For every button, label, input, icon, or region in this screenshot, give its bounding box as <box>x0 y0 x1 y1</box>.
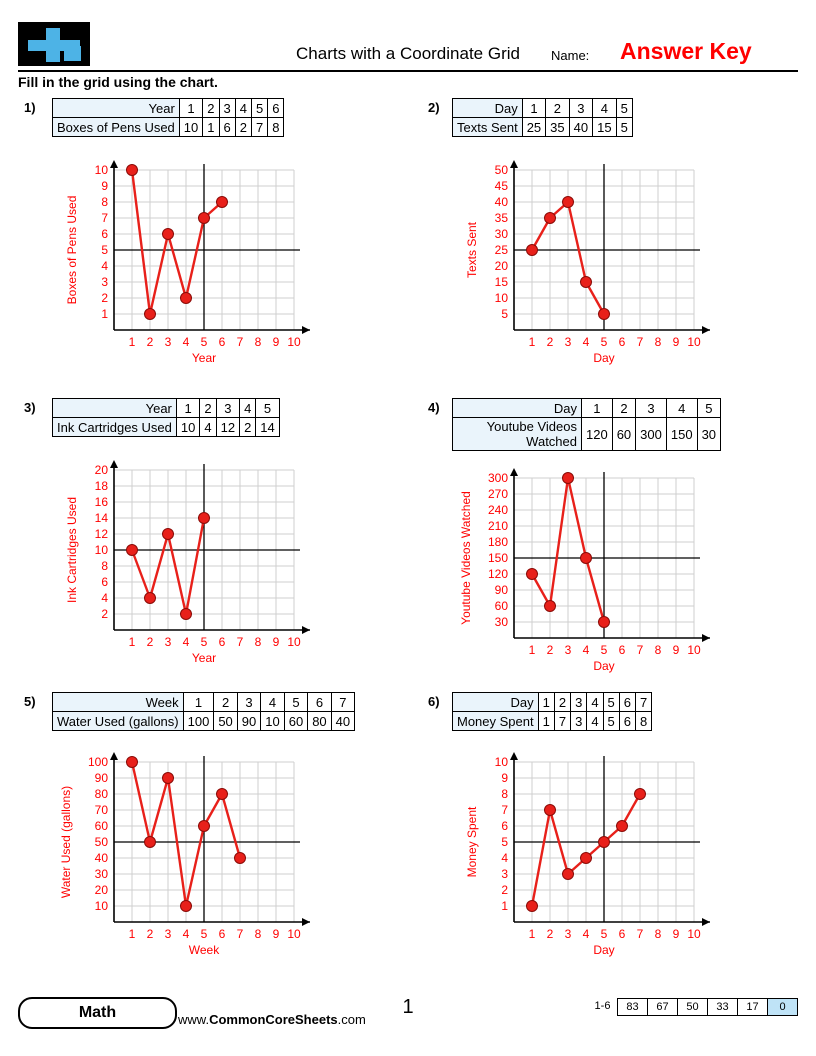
cell: 300 <box>636 418 667 451</box>
row-label: Boxes of Pens Used <box>53 118 180 137</box>
graph-4 <box>452 460 722 690</box>
graph-3 <box>52 452 322 682</box>
svg-text:5: 5 <box>501 835 508 849</box>
svg-text:300: 300 <box>487 471 508 485</box>
cell: 8 <box>636 712 652 731</box>
svg-text:10: 10 <box>687 927 701 941</box>
cell: 4 <box>240 399 256 418</box>
cell: 4 <box>593 99 616 118</box>
svg-text:8: 8 <box>254 927 262 941</box>
page-number: 1 <box>402 996 414 1018</box>
svg-text:5: 5 <box>200 927 208 941</box>
cell: 6 <box>308 693 331 712</box>
svg-text:6: 6 <box>618 335 626 349</box>
svg-text:4: 4 <box>582 643 590 657</box>
score-range: 1-6 <box>594 1000 611 1012</box>
row-label: Day <box>453 399 582 418</box>
data-table-5 <box>52 692 355 731</box>
cell: 4 <box>235 99 251 118</box>
svg-text:1: 1 <box>501 899 508 913</box>
cell: 10 <box>176 418 199 437</box>
cell: 40 <box>331 712 354 731</box>
svg-text:210: 210 <box>487 519 508 533</box>
svg-text:9: 9 <box>101 179 108 193</box>
svg-text:7: 7 <box>236 927 244 941</box>
svg-text:6: 6 <box>218 335 226 349</box>
table-row <box>53 118 284 137</box>
cell: 7 <box>331 693 354 712</box>
svg-text:6: 6 <box>101 227 108 241</box>
score-cell: 33 <box>707 998 738 1016</box>
svg-text:4: 4 <box>582 927 590 941</box>
table-row <box>53 418 280 437</box>
cell: 6 <box>268 99 284 118</box>
svg-text:45: 45 <box>494 179 508 193</box>
svg-text:Money Spent: Money Spent <box>465 806 479 878</box>
svg-text:70: 70 <box>94 803 108 817</box>
score-cell: 50 <box>677 998 708 1016</box>
cell: 2 <box>235 118 251 137</box>
svg-text:2: 2 <box>101 607 108 621</box>
cell: 6 <box>219 118 235 137</box>
svg-text:20: 20 <box>494 259 508 273</box>
svg-text:1: 1 <box>128 635 136 649</box>
svg-text:10: 10 <box>494 755 508 769</box>
svg-text:Day: Day <box>593 943 615 957</box>
svg-text:5: 5 <box>200 335 208 349</box>
svg-text:8: 8 <box>654 643 662 657</box>
cell: 5 <box>284 693 307 712</box>
svg-text:7: 7 <box>101 211 108 225</box>
svg-text:4: 4 <box>582 335 590 349</box>
cell: 1 <box>179 99 202 118</box>
svg-text:7: 7 <box>236 635 244 649</box>
svg-text:6: 6 <box>618 927 626 941</box>
svg-text:1: 1 <box>528 927 536 941</box>
svg-text:2: 2 <box>501 883 508 897</box>
cell: 4 <box>666 399 697 418</box>
row-label: Youtube Videos Watched <box>453 418 582 451</box>
cell: 5 <box>256 399 279 418</box>
table-row <box>53 399 280 418</box>
cell: 14 <box>256 418 279 437</box>
cell: 10 <box>179 118 202 137</box>
data-table-2 <box>452 98 633 137</box>
svg-text:3: 3 <box>164 635 172 649</box>
cell: 2 <box>546 99 569 118</box>
table-row <box>453 418 721 451</box>
cell: 80 <box>308 712 331 731</box>
svg-text:1: 1 <box>101 307 108 321</box>
svg-text:90: 90 <box>494 583 508 597</box>
cell: 5 <box>616 99 632 118</box>
score-cell: 83 <box>617 998 648 1016</box>
graph-2 <box>452 152 722 382</box>
svg-text:Water Used (gallons): Water Used (gallons) <box>59 785 73 899</box>
table-row <box>453 118 633 137</box>
problem-number-2: 2) <box>428 100 440 115</box>
svg-text:3: 3 <box>164 335 172 349</box>
cell: 1 <box>538 712 554 731</box>
cell: 3 <box>216 399 239 418</box>
svg-text:50: 50 <box>494 163 508 177</box>
svg-text:25: 25 <box>494 243 508 257</box>
score-cell: 67 <box>647 998 678 1016</box>
answer-key-label: Answer Key <box>620 38 752 64</box>
cell: 2 <box>554 693 570 712</box>
svg-text:18: 18 <box>94 479 108 493</box>
svg-text:5: 5 <box>600 643 608 657</box>
row-label: Year <box>53 399 177 418</box>
score-cell: 17 <box>737 998 768 1016</box>
svg-text:1: 1 <box>128 927 136 941</box>
cell: 1 <box>538 693 554 712</box>
problem-number-4: 4) <box>428 400 440 415</box>
problem-number-3: 3) <box>24 400 36 415</box>
svg-text:4: 4 <box>501 851 508 865</box>
svg-text:30: 30 <box>494 615 508 629</box>
svg-text:3: 3 <box>501 867 508 881</box>
svg-text:2: 2 <box>146 335 154 349</box>
graph-1 <box>52 152 322 382</box>
cell: 7 <box>636 693 652 712</box>
data-table-3 <box>52 398 280 437</box>
svg-text:6: 6 <box>101 575 108 589</box>
row-label: Ink Cartridges Used <box>53 418 177 437</box>
row-label: Day <box>453 693 539 712</box>
svg-text:5: 5 <box>200 635 208 649</box>
subject-label: Math <box>78 1004 117 1021</box>
svg-text:30: 30 <box>494 227 508 241</box>
svg-text:2: 2 <box>546 643 554 657</box>
cell: 10 <box>261 712 284 731</box>
svg-text:2: 2 <box>101 291 108 305</box>
cell: 3 <box>237 693 260 712</box>
cell: 6 <box>619 693 635 712</box>
cell: 2 <box>203 99 219 118</box>
row-label: Money Spent <box>453 712 539 731</box>
svg-text:6: 6 <box>218 927 226 941</box>
cell: 4 <box>261 693 284 712</box>
cell: 3 <box>569 99 592 118</box>
svg-text:8: 8 <box>101 195 108 209</box>
cell: 2 <box>612 399 635 418</box>
svg-text:30: 30 <box>94 867 108 881</box>
graph-5 <box>52 744 322 974</box>
svg-text:240: 240 <box>487 503 508 517</box>
svg-text:9: 9 <box>272 635 280 649</box>
table-row <box>453 399 721 418</box>
cell: 1 <box>203 118 219 137</box>
cell: 5 <box>251 99 267 118</box>
cell: 90 <box>237 712 260 731</box>
svg-text:7: 7 <box>501 803 508 817</box>
svg-text:35: 35 <box>494 211 508 225</box>
svg-text:40: 40 <box>494 195 508 209</box>
svg-text:Youtube Videos Watched: Youtube Videos Watched <box>459 491 473 625</box>
svg-text:10: 10 <box>94 543 108 557</box>
svg-text:9: 9 <box>272 927 280 941</box>
svg-text:20: 20 <box>94 463 108 477</box>
cell: 35 <box>546 118 569 137</box>
url-domain: CommonCoreSheets <box>209 1012 338 1027</box>
cell: 2 <box>240 418 256 437</box>
svg-text:60: 60 <box>94 819 108 833</box>
svg-text:5: 5 <box>600 335 608 349</box>
cell: 8 <box>268 118 284 137</box>
svg-text:8: 8 <box>101 559 108 573</box>
cell: 60 <box>612 418 635 451</box>
svg-text:10: 10 <box>94 899 108 913</box>
svg-text:10: 10 <box>287 335 301 349</box>
svg-text:2: 2 <box>146 927 154 941</box>
svg-text:15: 15 <box>494 275 508 289</box>
table-row <box>53 712 355 731</box>
svg-text:12: 12 <box>94 527 108 541</box>
name-label: Name: <box>551 48 590 63</box>
svg-text:10: 10 <box>687 643 701 657</box>
problem-number-6: 6) <box>428 694 440 709</box>
graph-6 <box>452 744 722 974</box>
cell: 30 <box>697 418 720 451</box>
svg-text:9: 9 <box>501 771 508 785</box>
svg-text:Ink Cartridges Used: Ink Cartridges Used <box>65 496 79 604</box>
cell: 120 <box>582 418 613 451</box>
svg-text:150: 150 <box>487 551 508 565</box>
cell: 50 <box>214 712 237 731</box>
svg-text:8: 8 <box>254 335 262 349</box>
cell: 5 <box>603 693 619 712</box>
table-row <box>53 99 284 118</box>
svg-text:Texts Sent: Texts Sent <box>465 221 479 279</box>
svg-text:270: 270 <box>487 487 508 501</box>
svg-text:4: 4 <box>182 335 190 349</box>
svg-text:6: 6 <box>218 635 226 649</box>
cell: 6 <box>619 712 635 731</box>
svg-text:50: 50 <box>94 835 108 849</box>
cell: 4 <box>587 712 603 731</box>
url-prefix: www. <box>178 1012 210 1027</box>
svg-text:6: 6 <box>618 643 626 657</box>
svg-text:1: 1 <box>528 643 536 657</box>
cell: 4 <box>200 418 216 437</box>
svg-text:Day: Day <box>593 659 615 673</box>
cell: 100 <box>183 712 214 731</box>
svg-text:7: 7 <box>236 335 244 349</box>
table-row <box>53 693 355 712</box>
cell: 5 <box>697 399 720 418</box>
table-row <box>453 693 652 712</box>
svg-text:8: 8 <box>654 335 662 349</box>
svg-text:4: 4 <box>182 635 190 649</box>
cell: 1 <box>582 399 613 418</box>
header-divider <box>18 70 798 72</box>
svg-text:3: 3 <box>101 275 108 289</box>
cell: 2 <box>214 693 237 712</box>
table-row <box>453 712 652 731</box>
score-key <box>589 998 798 1016</box>
data-table-1 <box>52 98 284 137</box>
svg-text:14: 14 <box>94 511 108 525</box>
cell: 1 <box>183 693 214 712</box>
svg-text:5: 5 <box>501 307 508 321</box>
svg-text:8: 8 <box>254 635 262 649</box>
cell: 25 <box>522 118 545 137</box>
svg-text:10: 10 <box>687 335 701 349</box>
svg-text:4: 4 <box>182 927 190 941</box>
table-row <box>453 99 633 118</box>
cell: 3 <box>636 399 667 418</box>
row-label: Year <box>53 99 180 118</box>
cell: 60 <box>284 712 307 731</box>
svg-text:9: 9 <box>672 927 680 941</box>
svg-text:10: 10 <box>494 291 508 305</box>
svg-text:Boxes of Pens Used: Boxes of Pens Used <box>65 195 79 305</box>
svg-text:80: 80 <box>94 787 108 801</box>
svg-text:9: 9 <box>672 643 680 657</box>
cell: 4 <box>587 693 603 712</box>
score-cell: 0 <box>767 998 798 1016</box>
svg-text:6: 6 <box>501 819 508 833</box>
svg-text:16: 16 <box>94 495 108 509</box>
problem-number-5: 5) <box>24 694 36 709</box>
svg-text:10: 10 <box>94 163 108 177</box>
page-title: Charts with a Coordinate Grid <box>296 44 520 63</box>
svg-text:1: 1 <box>128 335 136 349</box>
svg-text:9: 9 <box>272 335 280 349</box>
svg-text:3: 3 <box>164 927 172 941</box>
cell: 1 <box>176 399 199 418</box>
data-table-6 <box>452 692 652 731</box>
svg-text:20: 20 <box>94 883 108 897</box>
svg-text:2: 2 <box>546 335 554 349</box>
row-label: Texts Sent <box>453 118 523 137</box>
svg-text:7: 7 <box>636 927 644 941</box>
svg-text:Day: Day <box>593 351 615 365</box>
svg-text:7: 7 <box>636 335 644 349</box>
data-table-4 <box>452 398 721 451</box>
svg-text:2: 2 <box>546 927 554 941</box>
cell: 3 <box>571 712 587 731</box>
url-suffix: .com <box>337 1012 366 1027</box>
svg-text:1: 1 <box>528 335 536 349</box>
svg-text:3: 3 <box>564 335 572 349</box>
cell: 40 <box>569 118 592 137</box>
svg-text:10: 10 <box>287 635 301 649</box>
cell: 7 <box>554 712 570 731</box>
row-label: Week <box>53 693 184 712</box>
svg-text:120: 120 <box>487 567 508 581</box>
svg-text:4: 4 <box>101 259 108 273</box>
cell: 12 <box>216 418 239 437</box>
svg-text:8: 8 <box>654 927 662 941</box>
cell: 1 <box>522 99 545 118</box>
problem-number-1: 1) <box>24 100 36 115</box>
cell: 5 <box>603 712 619 731</box>
svg-text:8: 8 <box>501 787 508 801</box>
cell: 7 <box>251 118 267 137</box>
svg-text:2: 2 <box>146 635 154 649</box>
svg-text:3: 3 <box>564 643 572 657</box>
cell: 3 <box>571 693 587 712</box>
svg-text:40: 40 <box>94 851 108 865</box>
svg-text:90: 90 <box>94 771 108 785</box>
svg-text:60: 60 <box>494 599 508 613</box>
row-label: Day <box>453 99 523 118</box>
cell: 2 <box>200 399 216 418</box>
cell: 5 <box>616 118 632 137</box>
svg-text:Year: Year <box>191 351 217 365</box>
cell: 3 <box>219 99 235 118</box>
svg-text:7: 7 <box>636 643 644 657</box>
svg-text:9: 9 <box>672 335 680 349</box>
svg-text:5: 5 <box>101 243 108 257</box>
svg-text:10: 10 <box>287 927 301 941</box>
svg-text:Week: Week <box>188 943 220 957</box>
svg-text:100: 100 <box>87 755 108 769</box>
svg-text:Year: Year <box>191 651 217 665</box>
svg-text:5: 5 <box>600 927 608 941</box>
svg-text:180: 180 <box>487 535 508 549</box>
instructions: Fill in the grid using the chart. <box>18 74 218 90</box>
row-label: Water Used (gallons) <box>53 712 184 731</box>
svg-text:4: 4 <box>101 591 108 605</box>
cell: 150 <box>666 418 697 451</box>
cell: 15 <box>593 118 616 137</box>
svg-text:3: 3 <box>564 927 572 941</box>
